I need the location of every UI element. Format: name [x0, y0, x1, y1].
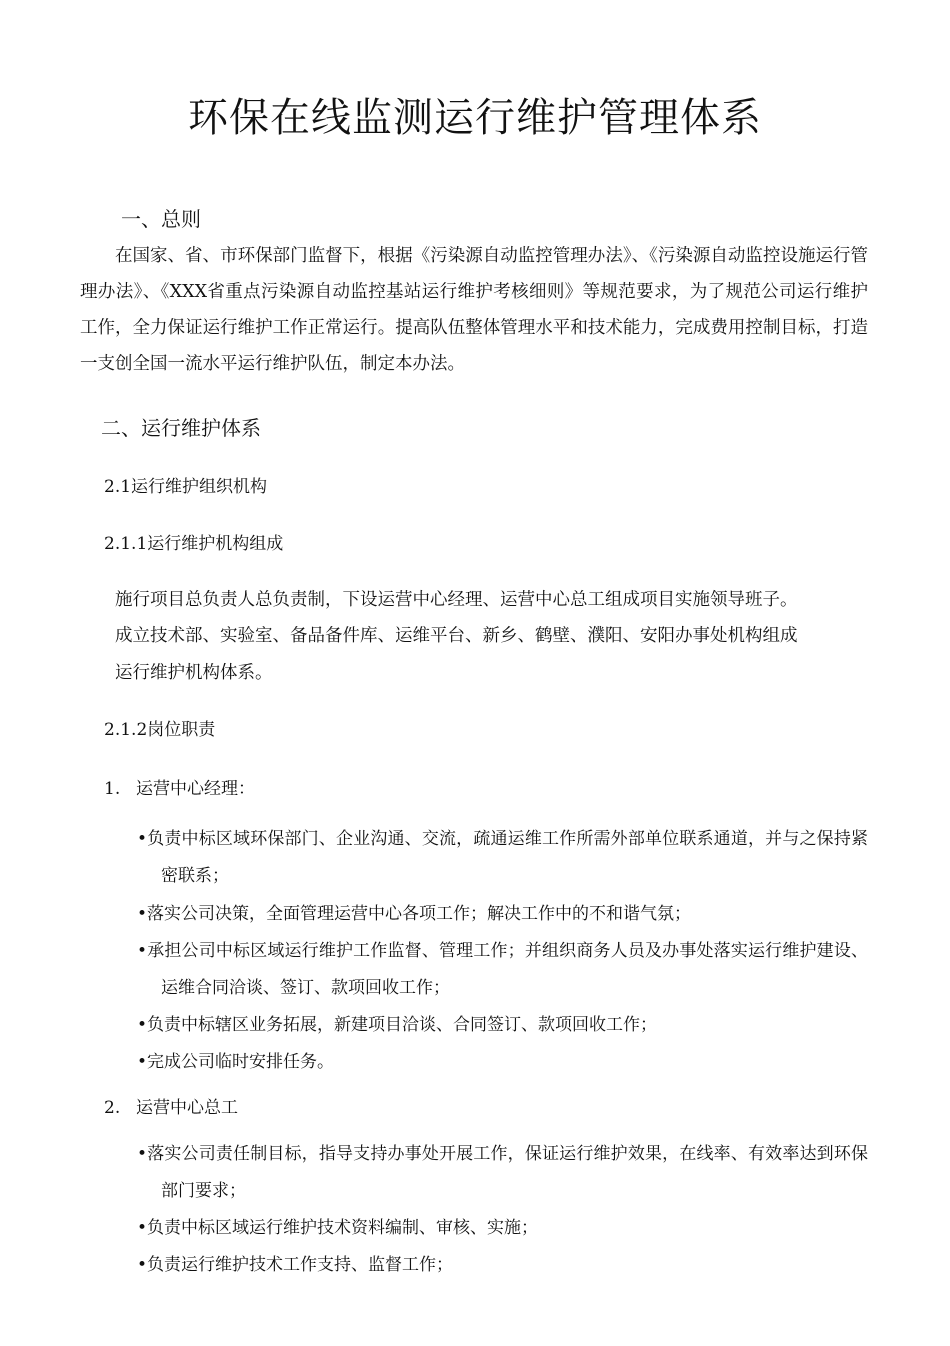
role-heading-manager	[104, 777, 255, 801]
duty-text: •负责运行维护技术工作支持、监督工作；	[137, 1255, 454, 1275]
duty-text: •负责中标区域环保部门、企业沟通、交流，疏通运维工作所需外部单位联系通道，并与之保持紧密联系；	[137, 829, 868, 886]
duty-text: •承担公司中标区域运行维护工作监督、管理工作；并组织商务人员及办事处落实运行维护建设、运维合同洽谈、签订、款项回收工作；	[137, 941, 868, 998]
org-line-2: 成立技术部、实验室、备品备件库、运维平台、新乡、鹤壁、濮阳、安阳办事处机构组成	[115, 626, 798, 646]
role-heading-chief-engineer	[104, 1096, 238, 1120]
duty-item	[128, 1247, 868, 1284]
subsection-heading-composition: 2.1.1运行维护机构组成	[104, 534, 284, 554]
general-paragraph: 在国家、省、市环保部门监督下，根据《污染源自动监控管理办法》、《污染源自动监控设施运行管理办法》、《XXX省重点污染源自动监控基站运行维护考核细则》等规范要求，为了规范公司运行维护工作，全力保证运行维护工作正常运行。提高队伍整体管理水平和技术能力，完成费用控制目标，打造一支创全国一流水平运行维护队伍，制定本办法。	[80, 246, 868, 374]
subsection-heading-organization: 2.1运行维护组织机构	[104, 477, 268, 497]
duty-item	[128, 1007, 868, 1044]
duty-item	[128, 1044, 868, 1081]
org-line-1: 施行项目总负责人总负责制，下设运营中心经理、运营中心总工组成项目实施领导班子。	[115, 590, 798, 610]
section-heading-general: 一、总则	[121, 207, 201, 231]
duty-text: •完成公司临时安排任务。	[137, 1052, 335, 1072]
duty-item	[128, 1136, 868, 1210]
role-title: 运营中心总工	[136, 1098, 238, 1118]
duty-item	[128, 933, 868, 1007]
duty-text: •落实公司责任制目标，指导支持办事处开展工作，保证运行维护效果，在线率、有效率达到环保部门要求；	[137, 1144, 868, 1201]
subsection-heading-duties: 2.1.2岗位职责	[104, 720, 216, 740]
duty-text: •负责中标区域运行维护技术资料编制、审核、实施；	[137, 1218, 539, 1238]
duty-text: •负责中标辖区业务拓展，新建项目洽谈、合同签订、款项回收工作；	[137, 1015, 658, 1035]
duty-item	[128, 821, 868, 895]
org-line-3: 运行维护机构体系。	[115, 663, 273, 683]
document-title: 环保在线监测运行维护管理体系	[188, 95, 762, 141]
role-number: 1.	[104, 779, 121, 799]
role-number: 2.	[104, 1098, 121, 1118]
duty-item	[128, 1210, 868, 1247]
duty-item	[128, 896, 868, 933]
duty-text: •落实公司决策，全面管理运营中心各项工作；解决工作中的不和谐气氛；	[137, 904, 692, 924]
section-heading-maintenance-system: 二、运行维护体系	[101, 416, 261, 440]
role-title: 运营中心经理：	[136, 779, 255, 799]
